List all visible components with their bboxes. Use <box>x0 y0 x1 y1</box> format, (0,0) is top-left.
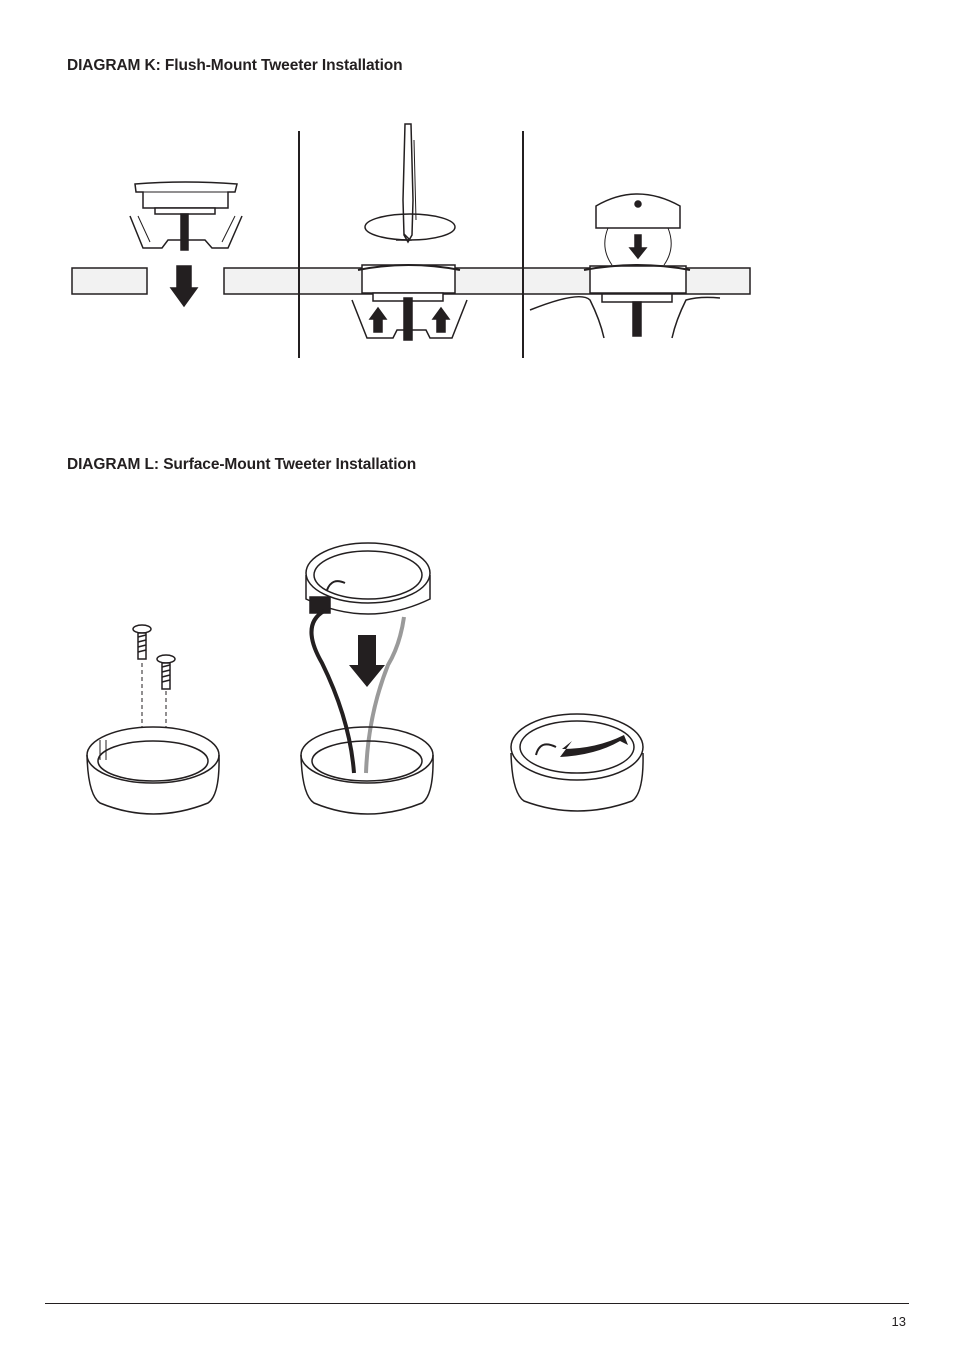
base-cup-rim <box>87 727 219 783</box>
step-1-screw-base <box>87 625 219 814</box>
up-arrow-icon <box>433 308 449 332</box>
diagram-l-title: DIAGRAM L: Surface-Mount Tweeter Installation <box>67 456 417 473</box>
tweeter-cup <box>135 182 237 208</box>
footer-rule <box>45 1303 909 1304</box>
tweeter-dome-closed <box>511 714 643 780</box>
diagram-l-figure <box>0 525 954 825</box>
page-number: 13 <box>891 1314 906 1329</box>
tweeter-housing-top <box>306 543 430 603</box>
screwdriver-icon <box>403 124 413 242</box>
diagram-k-title: DIAGRAM K: Flush-Mount Tweeter Installation <box>67 57 403 74</box>
black-wire <box>311 611 354 773</box>
up-arrow-icon <box>370 308 386 332</box>
screw-head <box>133 625 151 633</box>
diagram-k-figure <box>0 120 954 370</box>
down-arrow-icon <box>349 635 385 687</box>
down-arrow-icon <box>630 235 646 258</box>
tweeter-dome <box>596 194 680 228</box>
down-arrow-icon <box>171 266 197 306</box>
step-2-screw-in <box>352 124 467 340</box>
panel-left <box>72 268 147 294</box>
step-3-twist-lock <box>511 714 643 811</box>
step-2-connect-wires <box>301 543 433 814</box>
step-3-attach-tweeter <box>530 194 720 338</box>
screw-head <box>157 655 175 663</box>
